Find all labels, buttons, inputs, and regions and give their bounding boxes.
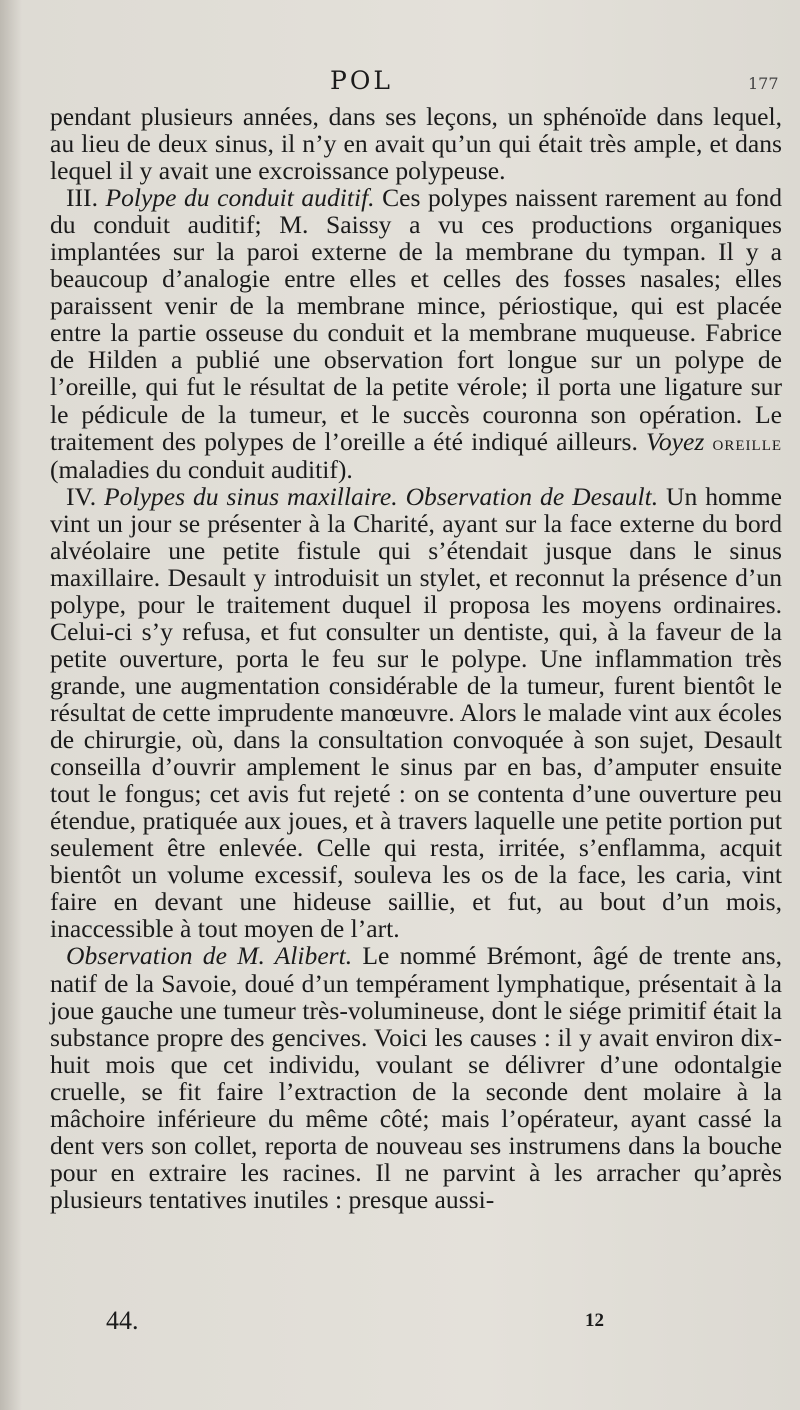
italic-text: Polype du conduit auditif.: [105, 183, 375, 213]
text-run: IV.: [66, 481, 105, 511]
paragraph: [50, 483, 782, 943]
text-run: Le nommé Brémont, âgé de trente ans, natif de la Savoie, doué d’un tempérament lymphatique, présentait à la joue gauche une tumeur très-volumineuse, dont le siége primitif était la substance propre des gencives. Voici les causes : il y avait environ dix-huit mois que cet individu, voulant se délivrer d’une odontalgie cruelle, se fit faire l’extraction de la seconde dent molaire à la mâchoire inférieure du même côté; mais l’opérateur, ayant cassé la dent vers son collet, reporta de nouveau ses instrumens dans la bouche pour en extraire les racines. Il ne parvint à les arracher qu’après plusieurs tentatives inutiles : presque aussi-: [50, 941, 783, 1214]
running-head: POL: [330, 66, 393, 95]
text-run: Un homme vint un jour se présenter à la Charité, ayant sur la face externe du bord alvéolaire une petite fistule qui s’étendait jusque dans le sinus maxillaire. Desault y introduisit un stylet, et reconnut la présence d’un polype, pour le traitement duquel il proposa les moyens ordinaires. Celui-ci s’y refusa, et fut consulter un dentiste, qui, à la faveur de la petite ouverture, porta le feu sur le polype. Une inflammation très grande, une augmentation considérable de la tumeur, furent bientôt le résultat de cette imprudente manœuvre. Alors le malade vint aux écoles de chirurgie, où, dans la consultation convoquée à son sujet, Desault conseilla d’ouvrir amplement le sinus par en bas, d’amputer ensuite tout le fongus; cet avis fut rejeté : on se contenta d’une ouverture peu étendue, pratiquée aux joues, et à travers laquelle une petite portion put seulement être enlevée. Celle qui resta, irritée, s’enflamma, acquit bientôt un volume excessif, souleva les os de la face, les caria, vint faire en devant une hideuse saillie, et fut, au bout d’un mois, inaccessible à tout moyen de l’art.: [50, 481, 782, 944]
text-run: (maladies du conduit auditif).: [50, 454, 353, 484]
paragraph: [50, 103, 782, 184]
signature-mark: 44.: [106, 1306, 139, 1335]
page-footer: [0, 1306, 800, 1346]
text-run: [704, 427, 712, 456]
text-run: pendant plusieurs années, dans ses leçons, un sphénoïde dans lequel, au lieu de deux sinus, il n’y en avait qu’un qui était très ample, et dans lequel il y avait une excroissance polypeuse.: [50, 102, 782, 186]
italic-text: Observation de M. Alibert.: [66, 941, 353, 971]
paragraph: [50, 942, 782, 1212]
body-text: [50, 103, 782, 1213]
paragraph: [50, 184, 782, 483]
small-caps-text: oreille: [712, 429, 783, 455]
text-run: Ces polypes naissent rarement au fond du conduit auditif; M. Saissy a vu ces productions organiques implantées sur la paroi externe de la membrane du tympan. Il y a beaucoup d’analogie entre elles et celles des fosses nasales; elles paraissent venir de la membrane mince, périostique, qui est placée entre la partie osseuse du conduit et la membrane muqueuse. Fabrice de Hilden a publié une observation fort longue sur un polype de l’oreille, qui fut le résultat de la petite vérole; il porta une ligature sur le pédicule de la tumeur, et le succès couronna son opération. Le traitement des polypes de l’oreille a été indiqué ailleurs.: [50, 183, 782, 456]
italic-text: Polypes du sinus maxillaire. Observation de Desault.: [104, 481, 659, 511]
text-run: III.: [66, 183, 106, 213]
page-number: 177: [748, 74, 779, 93]
italic-text: Voyez: [646, 426, 705, 456]
page-header: [0, 66, 800, 106]
folio-mark: 12: [585, 1310, 604, 1331]
